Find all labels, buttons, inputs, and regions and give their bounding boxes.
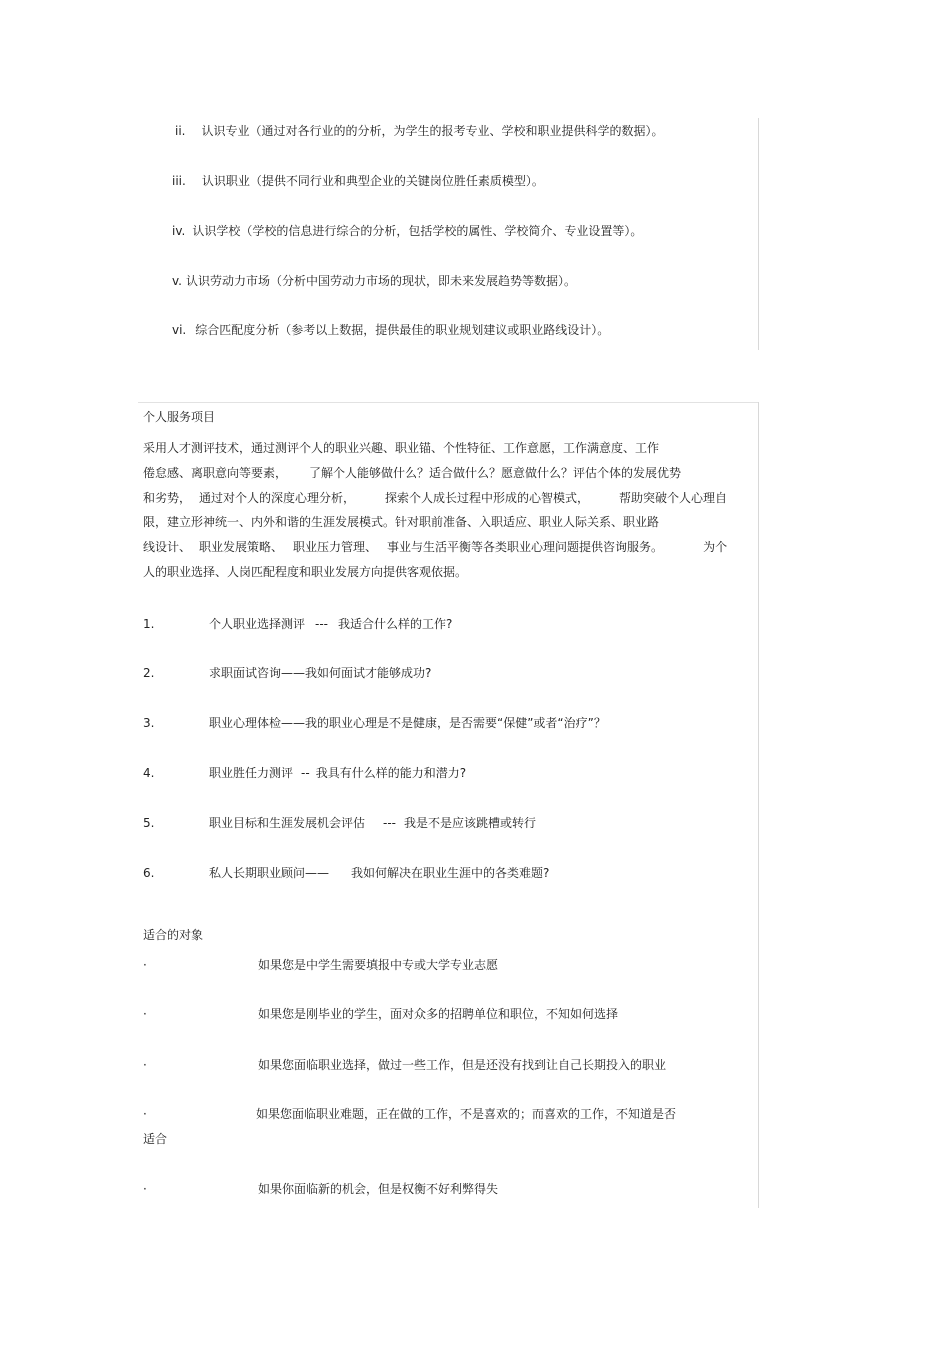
audience-heading: 适合的对象 xyxy=(143,928,204,942)
list-text: 认识职业（提供不同行业和典型企业的关键岗位胜任素质模型）。 xyxy=(201,174,544,188)
service-number: 6. xyxy=(143,866,155,880)
list-item-iii xyxy=(172,173,544,189)
service-desc: 我适合什么样的工作? xyxy=(338,617,453,631)
list-item-v xyxy=(172,273,576,289)
list-text: 认识学校（学校的信息进行综合的分析，包括学校的属性、学校简介、专业设置等）。 xyxy=(192,224,643,238)
service-title: 私人长期职业顾问—— xyxy=(209,866,330,880)
right-border-bottom xyxy=(758,402,759,1208)
service-desc: 我具有什么样的能力和潜力? xyxy=(315,766,467,780)
list-text: 综合匹配度分析（参考以上数据，提供最佳的职业规划建议或职业路线设计）。 xyxy=(195,323,610,337)
service-separator: -- xyxy=(301,766,310,780)
para-line: 线设计、 职业发展策略、 职业压力管理、 事业与生活平衡等各类职业心理问题提供咨询服务。 为个 xyxy=(143,540,728,555)
service-title: 职业胜任力测评 xyxy=(209,766,294,780)
list-label: vi. xyxy=(172,323,187,337)
personal-description xyxy=(143,440,753,589)
para-line: 倦怠感、离职意向等要素， 了解个人能够做什么？适合做什么？愿意做什么？评估个体的发展优势 xyxy=(143,465,682,480)
service-desc: 我是不是应该跳槽或转行 xyxy=(404,816,537,830)
para-line: 和劣势， 通过对个人的深度心理分析， 探索个人成长过程中形成的心智模式， 帮助突破个人心理自 xyxy=(143,490,728,505)
list-label: v. xyxy=(172,274,182,288)
list-text: 认识劳动力市场（分析中国劳动力市场的现状，即未来发展趋势等数据）。 xyxy=(185,274,576,288)
service-title: 职业心理体检——我的职业心理是不是健康，是否需要“保健”或者“治疗”？ xyxy=(209,716,606,730)
service-item-3 xyxy=(143,715,606,731)
service-item-1 xyxy=(143,616,452,632)
para-line: 限，建立形神统一、内外和谐的生涯发展模式。针对职前准备、入职适应、职业人际关系、职业路 xyxy=(143,515,660,530)
service-desc: 我如何解决在职业生涯中的各类难题? xyxy=(351,866,550,880)
list-label: iii. xyxy=(172,174,186,188)
audience-bullet: · xyxy=(143,1007,147,1021)
list-item-ii xyxy=(175,123,664,139)
audience-bullet: · xyxy=(143,958,147,972)
service-number: 2. xyxy=(143,666,155,680)
service-title: 求职面试咨询——我如何面试才能够成功? xyxy=(209,666,432,680)
service-number: 1. xyxy=(143,617,155,631)
list-label: iv. xyxy=(172,224,186,238)
list-label: ii. xyxy=(175,124,186,138)
service-number: 5. xyxy=(143,816,155,830)
list-item-iv xyxy=(172,223,642,239)
service-separator: --- xyxy=(383,816,397,830)
audience-bullet: · xyxy=(143,1058,147,1072)
list-text: 认识专业（通过对各行业的的分析，为学生的报考专业、学校和职业提供科学的数据）。 xyxy=(201,124,664,138)
right-border-top xyxy=(758,118,759,350)
list-item-vi xyxy=(172,322,609,338)
service-number: 4. xyxy=(143,766,155,780)
personal-heading: 个人服务项目 xyxy=(143,410,216,424)
audience-item: 如果你面临新的机会，但是权衡不好利弊得失 xyxy=(258,1182,499,1196)
para-line: 采用人才测评技术，通过测评个人的职业兴趣、职业锚、个性特征、工作意愿，工作满意度、工作 xyxy=(143,441,660,455)
service-item-5 xyxy=(143,815,536,831)
service-item-6 xyxy=(143,865,549,881)
section-divider xyxy=(138,402,758,403)
audience-item: 如果您是刚毕业的学生，面对众多的招聘单位和职位，不知如何选择 xyxy=(258,1007,619,1021)
audience-item-wrap: 适合 xyxy=(143,1132,168,1146)
audience-item: 如果您是中学生需要填报中专或大学专业志愿 xyxy=(258,958,499,972)
service-title: 个人职业选择测评 xyxy=(209,617,306,631)
service-title: 职业目标和生涯发展机会评估 xyxy=(209,816,366,830)
service-separator: --- xyxy=(315,617,329,631)
audience-bullet: · xyxy=(143,1107,147,1121)
service-item-2 xyxy=(143,665,431,681)
service-item-4 xyxy=(143,765,466,781)
audience-bullet: · xyxy=(143,1182,147,1196)
audience-item: 如果您面临职业选择，做过一些工作，但是还没有找到让自己长期投入的职业 xyxy=(258,1058,667,1072)
service-number: 3. xyxy=(143,716,155,730)
audience-item: 如果您面临职业难题，正在做的工作，不是喜欢的；而喜欢的工作，不知道是否 xyxy=(256,1107,677,1121)
para-line: 人的职业选择、人岗匹配程度和职业发展方向提供客观依据。 xyxy=(143,564,468,579)
